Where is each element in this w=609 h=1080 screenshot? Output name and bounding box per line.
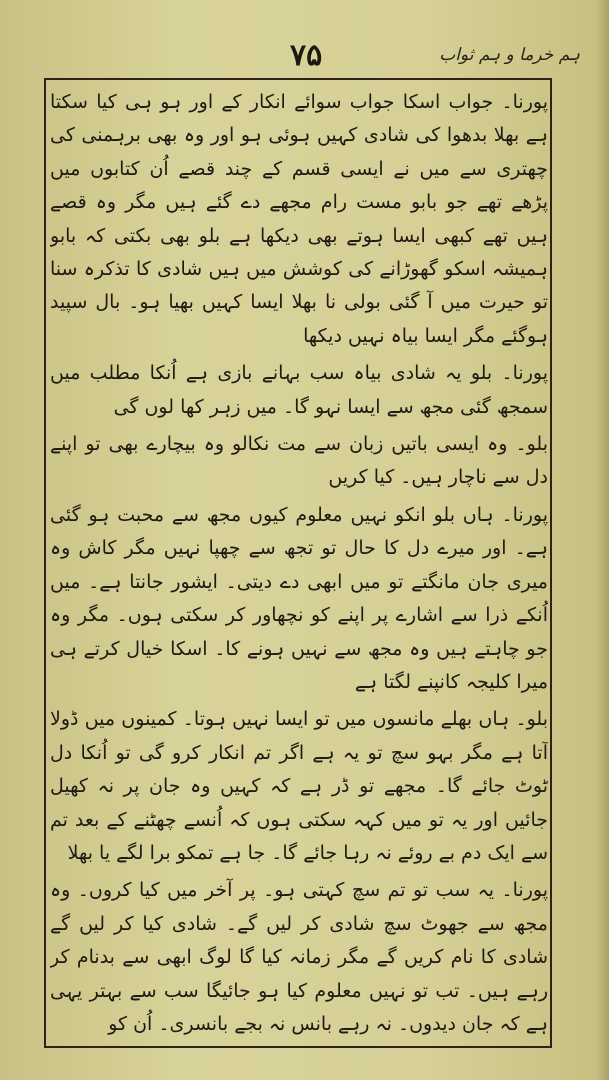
paragraph: پورنا۔ بلو یہ شادی بیاہ سب بہانے بازی ہے اُنکا مطلب میں سمجھ گئی مجھ سے ایسا نہو گا۔ میں زہر کھا لوں گی bbox=[50, 362, 548, 418]
paragraph: پورنا۔ یہ سب تو تم سچ کہتی ہو۔ پر آخر میں کیا کروں۔ وہ مجھ سے جھوٹ سچ شادی کر لیں گے۔ شادی کیا کر لیں گے شادی کا نام کریں گے مگر زمانہ کیا گا لوگ ابھی سے بدنام کر رہے ہیں۔ تب تو نہیں معلوم کیا ہو جائیگا سب سے بہتر یہی ہے کہ جان دیدوں۔ نہ رہے بانس نہ بجے بانسری۔ اُن کو bbox=[50, 879, 548, 1035]
paragraph: بلو۔ ہاں بھلے مانسوں میں تو ایسا نہیں ہوتا۔ کمینوں میں ڈولا آتا ہے مگر بہو سچ تو یہ ہے اگر تم انکار کرو گی تو اُنکا دل ٹوٹ جائے گا۔ مجھے تو ڈر ہے کہ کہیں وہ جان پر نہ کھیل جائیں اور یہ تو میں کہہ سکتی ہوں کہ اُنسے چھٹنے کے بعد تم سے ایک دم بے روئے نہ رہا جائے گا۔ جا ہے تمکو برا لگے یا بھلا bbox=[50, 708, 548, 864]
page-edge-shadow bbox=[595, 0, 609, 1080]
page-body bbox=[50, 86, 548, 1041]
running-title: ہم خرما و ہم ثواب bbox=[439, 45, 580, 65]
paragraph: پورنا۔ ہاں بلو انکو نہیں معلوم کیوں مجھ سے محبت ہو گئی ہے۔ اور میرے دل کا حال تو تجھ سے چھپا نہیں مگر کاش وہ میری جان مانگتے تو میں ابھی دے دیتی۔ ایشور جانتا ہے۔ میں اُنکے ذرا سے اشارے پر اپنے کو نچھاور کر سکتی ہوں۔ مگر وہ جو چاہتے ہیں وہ مجھ سے نہیں ہونے کا۔ اسکا خیال کرتے ہی میرا کلیجہ کانپنے لگتا ہے bbox=[50, 503, 548, 693]
page-number: ۷۵ bbox=[290, 38, 323, 73]
paragraph: بلو۔ وہ ایسی باتیں زبان سے مت نکالو وہ بیچارے بھی تو اپنے دل سے ناچار ہیں۔ کیا کریں bbox=[50, 433, 548, 489]
page-header bbox=[20, 38, 580, 80]
paragraph: پورنا۔ جواب اسکا جواب سوائے انکار کے اور ہو ہی کیا سکتا ہے بھلا بدھوا کی شادی کہیں ہوئی ہو اور وہ بھی برہمنی کی چھتری سے میں نے ایسی قسم کے چند قصے اُن کتابوں میں پڑھے تھے جو بابو مست رام مجھے دے گئے ہیں مگر وہ قصے ہیں تھے کبھی ایسا ہوتے بھی دیکھا ہے بلو بھی بکتی کہ بابو ہمیشہ اسکو گھوڑانے کی کوشش میں ہیں شادی کا تذکرہ سنا تو حیرت میں آ گئی بولی نا بھلا ایسا کہیں بھیا ہو۔ بال سپید ہوگئے مگر ایسا بیاہ نہیں دیکھا bbox=[50, 91, 548, 347]
